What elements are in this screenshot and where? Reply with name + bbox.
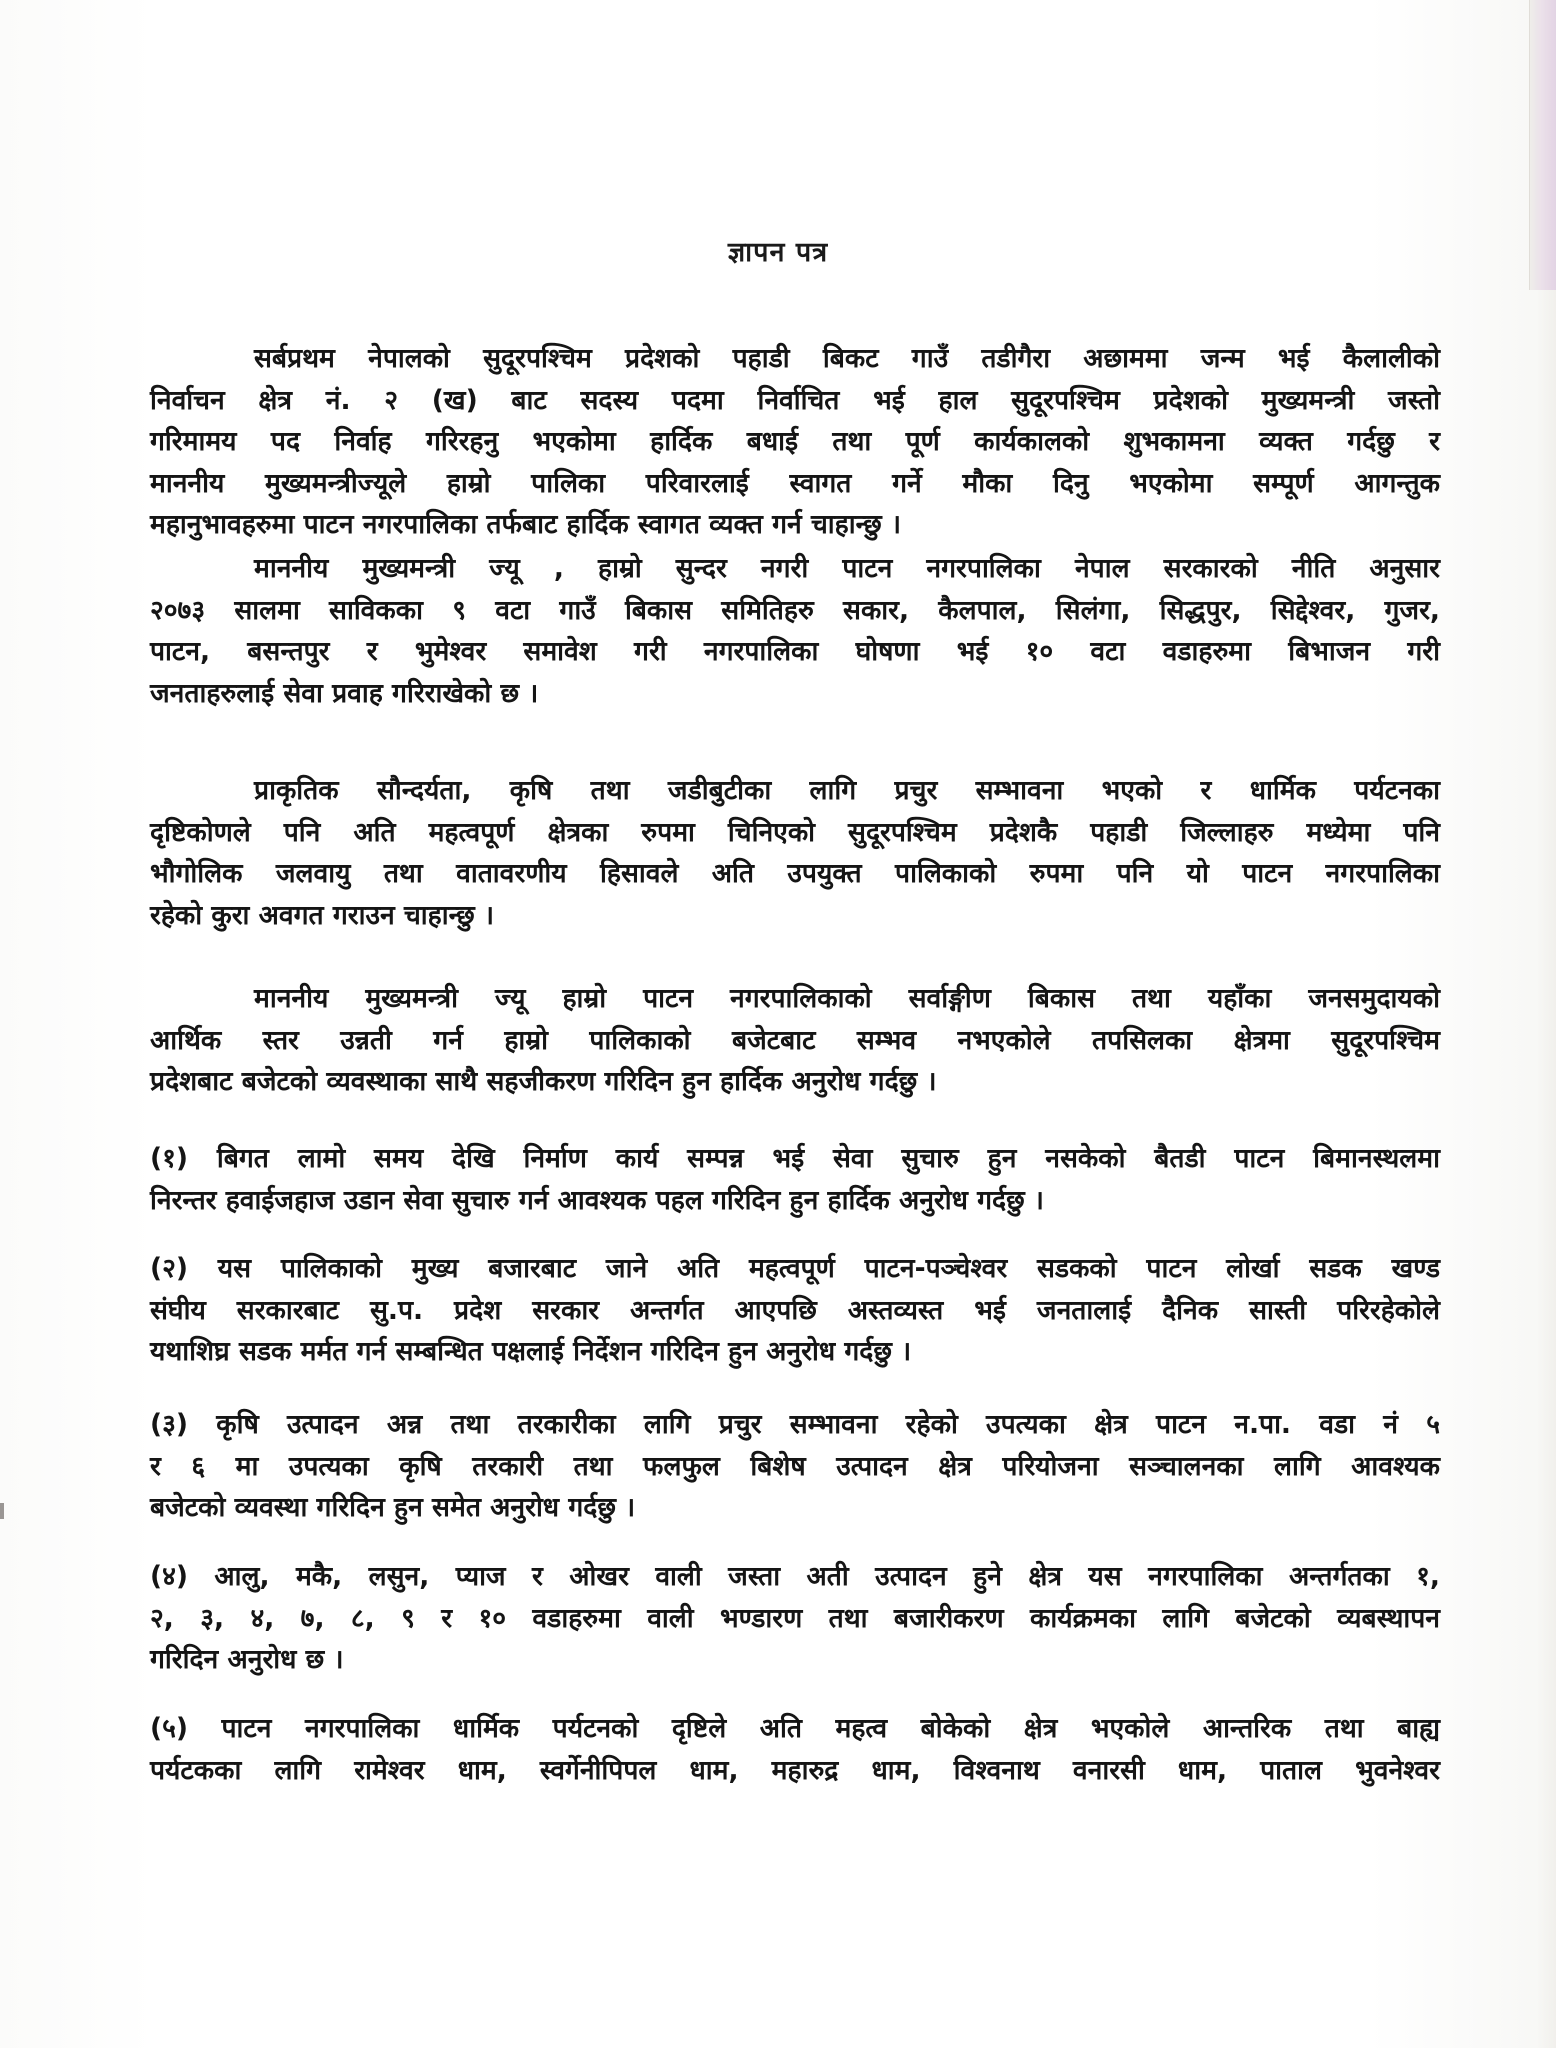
text-line: माननीय मुख्यमन्त्री ज्यू हाम्रो पाटन नगरपालिकाको सर्वाङ्गीण बिकास तथा यहाँका जनसमुदायको [254,983,1440,1014]
paragraph-budget-request [150,978,1440,1103]
request-item-1 [150,1138,1440,1221]
text-line: संघीय सरकारबाट सु.प. प्रदेश सरकार अन्तर्गत आएपछि अस्तव्यस्त भई जनतालाई दैनिक सास्ती परिरहेकोले [150,1294,1440,1326]
text-line: महानुभावहरुमा पाटन नगरपालिका तर्फबाट हार्दिक स्वागत व्यक्त गर्न चाहान्छु । [150,509,902,540]
text-line: जनताहरुलाई सेवा प्रवाह गरिराखेको छ । [150,677,539,709]
paragraph-intro [150,338,1440,546]
text-line: गरिमामय पद निर्वाह गरिरहनु भएकोमा हार्दिक बधाई तथा पूर्ण कार्यकालको शुभकामना व्यक्त गर्दछु र [150,426,1440,457]
text-line: (२) यस पालिकाको मुख्य बजारबाट जाने अति महत्वपूर्ण पाटन-पञ्चेश्वर सडकको पाटन लोर्खा सडक खण्ड [150,1253,1440,1284]
text-line: (३) कृषि उत्पादन अन्न तथा तरकारीका लागि प्रचुर सम्भावना रहेको उपत्यका क्षेत्र पाटन न.पा. वडा नं ५ [150,1409,1440,1440]
page-edge-shadow-lower [1536,290,1556,2048]
request-item-5 [150,1708,1440,1791]
margin-punch-mark [0,1503,4,1519]
text-line: गरिदिन अनुरोध छ । [150,1644,344,1675]
text-line: प्राकृतिक सौन्दर्यता, कृषि तथा जडीबुटीका लागि प्रचुर सम्भावना भएको र धार्मिक पर्यटनका [254,775,1440,806]
text-line: यथाशिघ्र सडक मर्मत गर्न सम्बन्धित पक्षलाई निर्देशन गरिदिन हुन अनुरोध गर्दछु । [150,1336,912,1367]
text-line: बजेटको व्यवस्था गरिदिन हुन समेत अनुरोध गर्दछु । [150,1492,636,1523]
text-line: (५) पाटन नगरपालिका धार्मिक पर्यटनको दृष्टिले अति महत्व बोकेको क्षेत्र भएकोले आन्तरिक तथा बाह्य [150,1713,1440,1744]
text-line: पाटन, बसन्तपुर र भुमेश्वर समावेश गरी नगरपालिका घोषणा भई १० वटा वडाहरुमा बिभाजन गरी [150,636,1440,667]
text-line: र ६ मा उपत्यका कृषि तरकारी तथा फलफुल बिशेष उत्पादन क्षेत्र परियोजना सञ्चालनका लागि आवश्यक [150,1450,1440,1482]
text-line: भौगोलिक जलवायु तथा वातावरणीय हिसावले अति उपयुक्त पालिकाको रुपमा पनि यो पाटन नगरपालिका [150,858,1440,889]
text-line: (४) आलु, मकै, लसुन, प्याज र ओखर वाली जस्ता अती उत्पादन हुने क्षेत्र यस नगरपालिका अन्तर्गतका १, [150,1561,1440,1592]
text-line: २०७३ सालमा साविकका ९ वटा गाउँ बिकास समितिहरु सकार, कैलपाल, सिलंगा, सिद्धपुर, सिद्देश्वर, गुजर, [150,594,1440,626]
text-line: निर्वाचन क्षेत्र नं. २ (ख) बाट सदस्य पदमा निर्वाचित भई हाल सुदूरपश्चिम प्रदेशको मुख्यमन्त्री जस्तो [150,384,1440,416]
text-line: २, ३, ४, ७, ८, ९ र १० वडाहरुमा वाली भण्डारण तथा बजारीकरण कार्यक्रमका लागि बजेटको व्यबस्थापन [150,1602,1440,1634]
text-line: रहेको कुरा अवगत गराउन चाहान्छु । [150,899,494,931]
text-line: आर्थिक स्तर उन्नती गर्न हाम्रो पालिकाको बजेटबाट सम्भव नभएकोले तपसिलका क्षेत्रमा सुदूरपश्चिम [150,1024,1440,1056]
document-title: ज्ञापन पत्र [727,237,829,268]
request-item-4 [150,1556,1440,1681]
text-line: सर्बप्रथम नेपालको सुदूरपश्चिम प्रदेशको पहाडी बिकट गाउँ तडीगैरा अछाममा जन्म भई कैलालीको [254,343,1440,374]
text-line: माननीय मुख्यमन्त्रीज्यूले हाम्रो पालिका परिवारलाई स्वागत गर्ने मौका दिनु भएकोमा सम्पूर्ण आगन्तुक [150,467,1440,499]
text-line: (१) बिगत लामो समय देखि निर्माण कार्य सम्पन्न भई सेवा सुचारु हुन नसकेको बैतडी पाटन बिमानस्थलमा [150,1143,1440,1174]
text-line: माननीय मुख्यमन्त्री ज्यू , हाम्रो सुन्दर नगरी पाटन नगरपालिका नेपाल सरकारको नीति अनुसार [254,553,1440,584]
request-item-2 [150,1248,1440,1373]
text-line: प्रदेशबाट बजेटको व्यवस्थाका साथै सहजीकरण गरिदिन हुन हार्दिक अनुरोध गर्दछु । [150,1066,937,1097]
paragraph-natural-beauty [150,770,1440,936]
paragraph-municipality-background [150,548,1440,714]
text-line: दृष्टिकोणले पनि अति महत्वपूर्ण क्षेत्रका रुपमा चिनिएको सुदूरपश्चिम प्रदेशकै पहाडी जिल्लाहरु मध्येमा पनि [150,816,1440,848]
request-item-3 [150,1404,1440,1529]
text-line: निरन्तर हवाईजहाज उडान सेवा सुचारु गर्न आवश्यक पहल गरिदिन हुन हार्दिक अनुरोध गर्दछु । [150,1184,1044,1216]
text-line: पर्यटकका लागि रामेश्वर धाम, स्वर्गेनीपिपल धाम, महारुद्र धाम, विश्वनाथ वनारसी धाम, पाताल भुवनेश्वर [150,1754,1440,1786]
